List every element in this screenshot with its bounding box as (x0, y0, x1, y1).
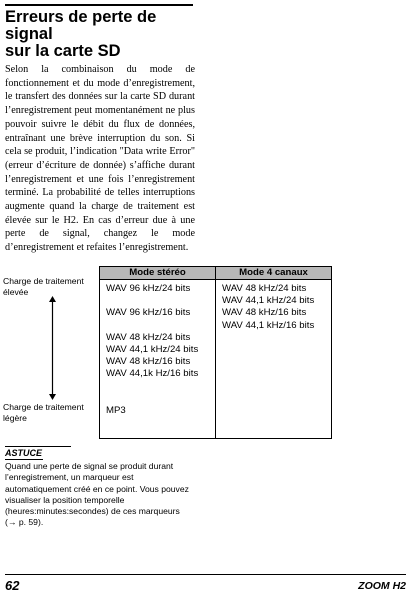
four-channel-mode-cell (216, 280, 332, 439)
table-row (100, 280, 332, 439)
stereo-format: WAV 96 kHz/24 bits (106, 283, 191, 294)
low-load-label (3, 402, 93, 424)
load-axis-arrow (49, 296, 56, 400)
header-stereo-mode: Mode stéréo (100, 267, 216, 280)
tip-box (5, 446, 190, 529)
tip-title-underline (5, 459, 43, 460)
stereo-format: MP3 (106, 404, 126, 416)
arrow-down-icon (49, 394, 56, 400)
stereo-format: WAV 48 kHz/24 bits (106, 331, 191, 343)
tip-rule (5, 446, 71, 447)
four-channel-format: WAV 48 kHz/16 bits (222, 307, 307, 319)
page-title (5, 9, 193, 60)
page-number: 62 (5, 578, 20, 593)
title-line-1: Erreurs de perte de signal (5, 8, 157, 43)
title-line-2: sur la carte SD (5, 42, 121, 60)
stereo-mode-cell (100, 280, 216, 439)
brand-label: ZOOM H2 (358, 580, 406, 592)
stereo-format: WAV 44,1 kHz/24 bits (106, 343, 199, 355)
section-heading (5, 4, 193, 60)
footer-rule (5, 574, 406, 575)
stereo-format: WAV 48 kHz/16 bits (106, 356, 191, 368)
table-header-row (100, 267, 332, 280)
stereo-format: WAV 44,1k Hz/16 bits (106, 368, 199, 380)
high-load-label (3, 276, 93, 298)
four-channel-format: WAV 48 kHz/24 bits (222, 283, 307, 294)
arrow-up-icon (49, 296, 56, 302)
low-load-label-line-2: légère (3, 413, 27, 423)
recording-mode-table (99, 266, 332, 439)
body-paragraph: Selon la combinaison du mode de fonctionnement et du mode d’enregistrement, le transfert des données sur la carte SD durant l’enregistrement peut momentanément ne plus pouvoir suivre le débit du flux de données, entraînant une brève interruption du son. Si cela se produit, l’indication "Data write Error" (erreur d’écriture de donnée) s’affiche durant l’enregistrement et une fois l’enregistrement terminé. La probabilité de telles interruptions augmente quand la charge de traitement est élevée sur le H2. En cas d’erreur due à une perte de signal, changez le mode d’enregistrement et refaites l’enregistrement. (5, 64, 195, 254)
low-load-label-line-1: Charge de traitement (3, 402, 84, 412)
four-channel-format: WAV 44,1 kHz/16 bits (222, 319, 315, 331)
tip-title: ASTUCE (5, 448, 43, 458)
four-channel-format: WAV 44,1 kHz/24 bits (222, 295, 315, 307)
header-four-channel-mode: Mode 4 canaux (216, 267, 332, 280)
high-load-label-line-2: élevée (3, 287, 29, 297)
tip-text: Quand une perte de signal se produit durant l’enregistrement, un marqueur est automatiquement créé en ce point. Vous pouvez visualiser la position temporelle (heures:minutes:secondes) de ces marqueurs (→ p. 59). (5, 461, 189, 528)
high-load-label-line-1: Charge de traitement (3, 276, 84, 286)
stereo-format: WAV 96 kHz/16 bits (106, 307, 191, 319)
title-rule (5, 4, 193, 6)
